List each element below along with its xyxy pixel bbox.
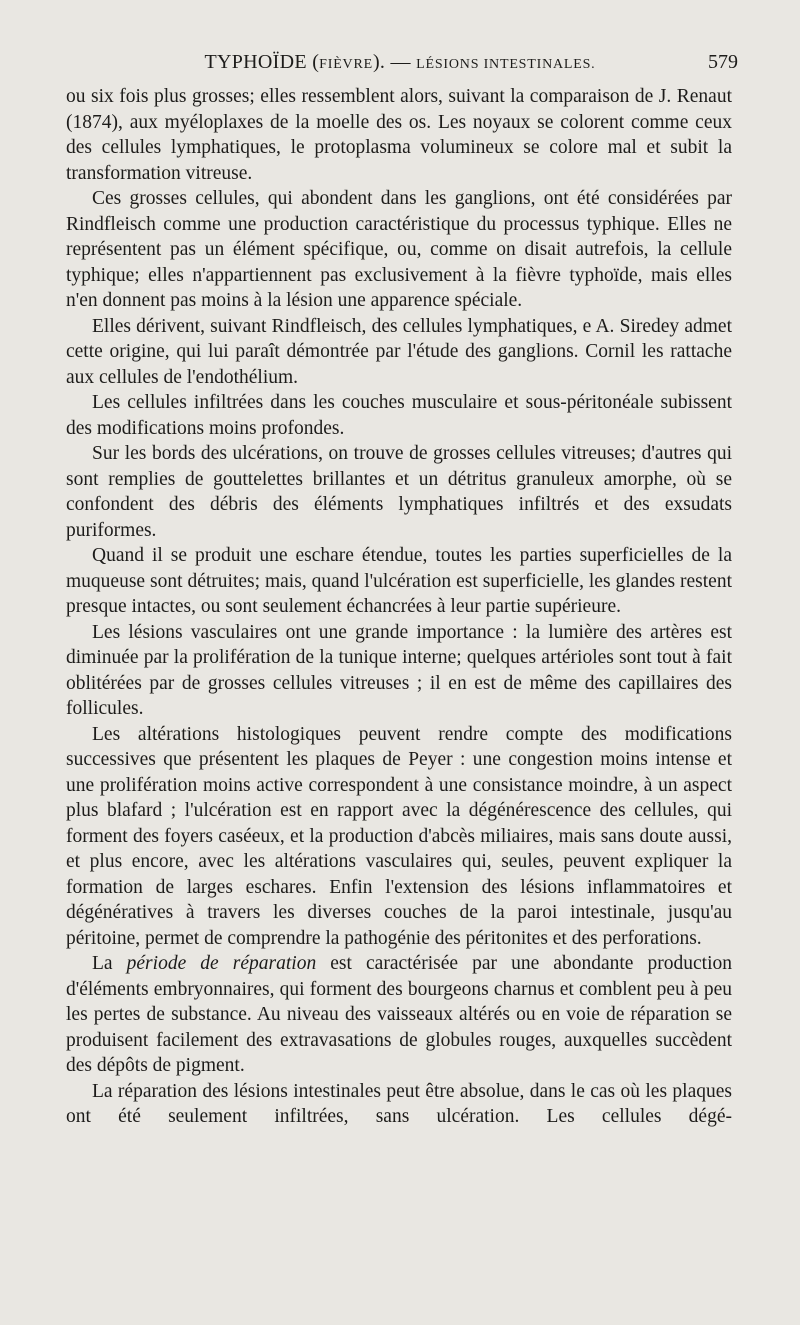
paragraph-7: Les lésions vasculaires ont une grande importance : la lumière des artères est diminuée par la prolifération de la tunique interne; quelques artérioles sont tout à fait oblitérées par de grosses cellules vitreuses ; il en est de même des capillaires des follicules.: [66, 621, 732, 719]
paragraph-5: Sur les bords des ulcérations, on trouve de grosses cellules vitreuses; d'autres qui sont remplies de gouttelettes brillantes et un détritus granuleux amorphe, où se confondent des débris des éléments lymphatiques infiltrés et des exsudats puriformes.: [66, 443, 732, 541]
paragraph-reparation: [66, 951, 732, 1079]
paragraph-4: Les cellules infiltrées dans les couches musculaire et sous-péritonéale subissent des modifications moins profondes.: [66, 392, 732, 439]
running-title-smallcaps: FIÈVRE: [319, 57, 373, 72]
reparation-italic-term: période de réparation: [126, 953, 317, 974]
running-head: [62, 48, 738, 76]
paragraph-1: ou six fois plus grosses; elles ressemblent alors, suivant la comparaison de J. Renaut (1874), aux myéloplaxes de la moelle des os. Les noyaux se colorent comme ceux des cellules lymphatiques, le protoplasma volumineux se colore mal et subit la transformation vitreuse.: [66, 86, 732, 184]
paragraph-6: Quand il se produit une eschare étendue, toutes les parties superficielles de la muqueuse sont détruites; mais, quand l'ulcération est superficielle, les glandes restent presque intactes, ou sont seulement échancrées à leur partie supérieure.: [66, 545, 732, 617]
page-number: 579: [708, 51, 738, 73]
reparation-lead: La: [92, 953, 127, 974]
running-title-section: LÉSIONS INTESTINALES.: [416, 57, 596, 72]
paragraph-8: Les altérations histologiques peuvent rendre compte des modifications successives que présentent les plaques de Peyer : une congestion moins intense et une prolifération moins active correspondent à une consistance moindre, à un aspect plus blafard ; l'ulcération est en rapport avec la dégénérescence des cellules, qui forment des foyers caséeux, et la production d'abcès miliaires, mais sans doute aussi, et plus encore, avec les altérations vasculaires qui, seules, peuvent expliquer la formation de larges eschares. Enfin l'extension des lésions inflammatoires et dégénératives à travers les diverses couches de la paroi intestinale, jusqu'au péritoine, permet de comprendre la pathogénie des péritonites et des perforations.: [66, 723, 732, 949]
running-title-middle: ). —: [372, 51, 417, 73]
paragraph-3: Elles dérivent, suivant Rindfleisch, des cellules lymphatiques, e A. Siredey admet cette origine, qui lui paraît démontrée par l'étude des ganglions. Cornil les rattache aux cellules de l'endothélium.: [66, 315, 732, 388]
running-title: [62, 48, 738, 79]
paragraph-2: Ces grosses cellules, qui abondent dans les ganglions, ont été considérées par Rindfleisch comme une production caractéristique du processus typhique. Elles ne représentent pas un élément spécifique, ou, comme on disait autrefois, la cellule typhique; elles n'appartiennent pas exclusivement à la fièvre typhoïde, mais elles n'en donnent pas moins à la lésion une apparence spéciale.: [66, 188, 732, 311]
body-text: [66, 84, 732, 1130]
paragraph-final: La réparation des lésions intestinales peut être absolue, dans le cas où les plaques ont été seulement infiltrées, sans ulcération. Les cellules dégé-: [66, 1080, 732, 1127]
reparation-rest: est caractérisée par une abondante production d'éléments embryonnaires, qui forment des bourgeons charnus et comblent peu à peu les pertes de substance. Au niveau des vaisseaux altérés ou en voie de réparation se produisent facilement des extravasations de globules rouges, auxquelles succèdent des dépôts de pigment.: [66, 953, 732, 1076]
running-title-prefix: TYPHOÏDE (: [204, 51, 320, 73]
